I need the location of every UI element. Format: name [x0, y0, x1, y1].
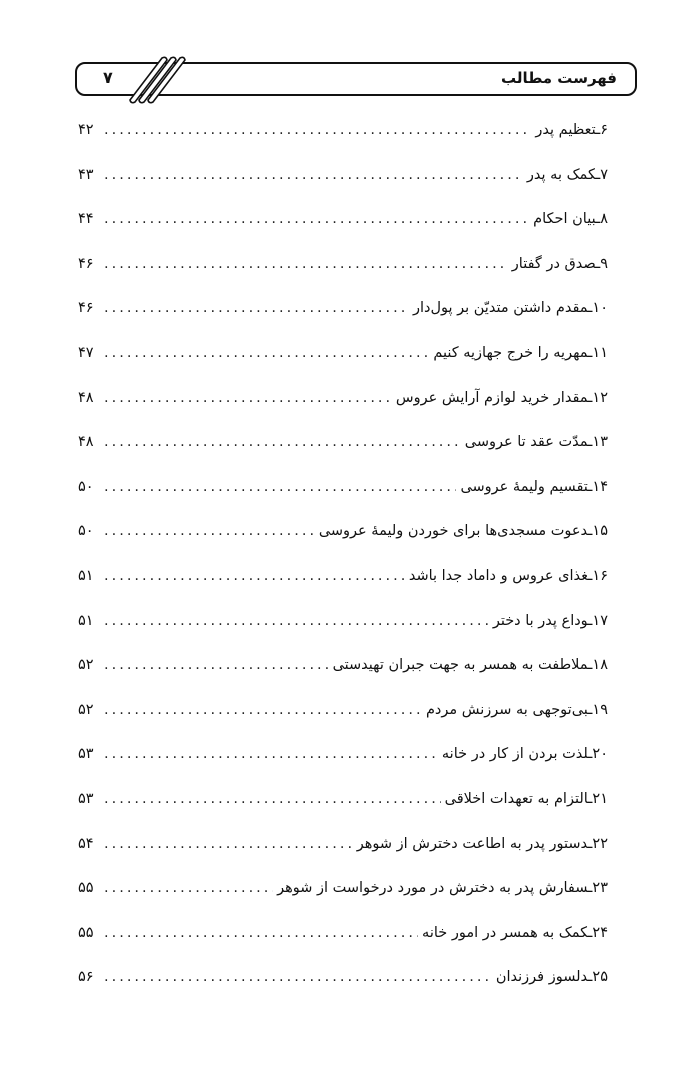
- toc-entry-page: ۴۳: [78, 166, 94, 183]
- dot-leader: [104, 122, 531, 138]
- toc-entry-page: ۵۵: [78, 880, 94, 897]
- toc-entry-title: ۲۰ـلذت بردن از کار در خانه: [441, 746, 608, 763]
- toc-entry-page: ۴۶: [78, 255, 94, 272]
- toc-entry-page: ۵۲: [78, 657, 94, 674]
- toc-entry-title: ۲۱ـالتزام به تعهدات اخلاقی: [444, 790, 608, 807]
- dot-leader: [104, 300, 409, 316]
- dot-leader: [104, 568, 405, 584]
- dot-leader: [104, 969, 492, 985]
- table-of-contents: [78, 122, 608, 1014]
- toc-entry-title: ۲۲ـدستور پدر به اطاعت دخترش از شوهر: [356, 835, 608, 852]
- header-title: فهرست مطالب: [501, 69, 617, 87]
- toc-entry-title: ۱۰ـمقدم داشتن متدیّن بر پول‌دار: [412, 300, 608, 317]
- toc-entry-title: ۱۶ـغذای عروس و داماد جدا باشد: [408, 567, 608, 584]
- dot-leader: [104, 434, 461, 450]
- toc-entry[interactable]: [78, 211, 608, 256]
- toc-entry-title: ۱۴ـتقسیم ولیمهٔ عروسی: [460, 478, 608, 495]
- toc-entry-title: ۲۴ـکمک به همسر در امور خانه: [422, 924, 608, 941]
- dot-leader: [104, 479, 456, 495]
- toc-entry[interactable]: [78, 122, 608, 167]
- toc-entry-title: ۸ـبیان احکام: [533, 211, 608, 228]
- toc-entry[interactable]: [78, 167, 608, 212]
- toc-entry-title: ۱۲ـمقدار خرید لوازم آرایش عروس: [395, 389, 608, 406]
- dot-leader: [104, 256, 508, 272]
- toc-entry-title: ۹ـصدق در گفتار: [511, 255, 608, 272]
- toc-entry[interactable]: [78, 523, 608, 568]
- dot-leader: [104, 523, 315, 539]
- toc-entry[interactable]: [78, 256, 608, 301]
- toc-entry[interactable]: [78, 390, 608, 435]
- toc-entry-page: ۴۸: [78, 389, 94, 406]
- toc-entry[interactable]: [78, 300, 608, 345]
- toc-entry[interactable]: [78, 702, 608, 747]
- dot-leader: [104, 880, 273, 896]
- toc-entry-page: ۴۶: [78, 300, 94, 317]
- dot-leader: [104, 167, 523, 183]
- toc-entry-title: ۱۹ـبی‌توجهی به سرزنش مردم: [425, 701, 608, 718]
- toc-entry[interactable]: [78, 479, 608, 524]
- toc-entry[interactable]: [78, 746, 608, 791]
- toc-entry-page: ۵۱: [78, 567, 94, 584]
- toc-entry-title: ۲۵ـدلسوز فرزندان: [495, 969, 608, 986]
- toc-entry-title: ۶ـتعظیم پدر: [535, 122, 608, 138]
- dot-leader: [104, 345, 429, 361]
- toc-entry-title: ۷ـکمک به پدر: [526, 166, 608, 183]
- dot-leader: [104, 925, 418, 941]
- toc-entry-page: ۵۳: [78, 746, 94, 763]
- toc-entry-page: ۵۱: [78, 612, 94, 629]
- toc-entry-page: ۵۰: [78, 523, 94, 540]
- dot-leader: [104, 746, 438, 762]
- dot-leader: [104, 390, 392, 406]
- dot-leader: [104, 836, 353, 852]
- toc-entry[interactable]: [78, 434, 608, 479]
- dot-leader: [104, 657, 329, 673]
- toc-entry-page: ۴۷: [78, 344, 94, 361]
- toc-entry[interactable]: [78, 345, 608, 390]
- toc-entry-title: ۱۱ـمهریه را خرج جهازیه کنیم: [433, 344, 608, 361]
- toc-entry[interactable]: [78, 613, 608, 658]
- dot-leader: [104, 702, 422, 718]
- toc-entry-title: ۱۷ـوداع پدر با دختر: [492, 612, 608, 629]
- toc-entry[interactable]: [78, 880, 608, 925]
- toc-entry-title: ۱۳ـمدّت عقد تا عروسی: [464, 434, 608, 451]
- toc-entry-page: ۴۸: [78, 434, 94, 451]
- toc-entry-page: ۵۴: [78, 835, 94, 852]
- toc-entry-title: ۱۵ـدعوت مسجدی‌ها برای خوردن ولیمهٔ عروسی: [318, 523, 608, 540]
- toc-entry[interactable]: [78, 568, 608, 613]
- hatch-ornament-icon: [126, 54, 186, 104]
- toc-entry-page: ۵۲: [78, 701, 94, 718]
- dot-leader: [104, 791, 441, 807]
- dot-leader: [104, 211, 529, 227]
- page-number: ۷: [103, 68, 113, 87]
- toc-entry-page: ۵۳: [78, 790, 94, 807]
- toc-entry-page: ۵۰: [78, 478, 94, 495]
- toc-entry[interactable]: [78, 969, 608, 1014]
- toc-entry-title: ۲۳ـسفارش پدر به دخترش در مورد درخواست از شوهر: [277, 880, 608, 897]
- toc-entry[interactable]: [78, 836, 608, 881]
- toc-entry[interactable]: [78, 791, 608, 836]
- toc-entry-page: ۵۶: [78, 969, 94, 986]
- toc-entry-page: ۵۵: [78, 924, 94, 941]
- toc-entry[interactable]: [78, 925, 608, 970]
- toc-entry-page: ۴۴: [78, 211, 94, 228]
- toc-entry-page: ۴۲: [78, 122, 94, 138]
- toc-entry-title: ۱۸ـملاطفت به همسر به جهت جبران تهیدستی: [332, 657, 608, 674]
- toc-entry[interactable]: [78, 657, 608, 702]
- dot-leader: [104, 613, 489, 629]
